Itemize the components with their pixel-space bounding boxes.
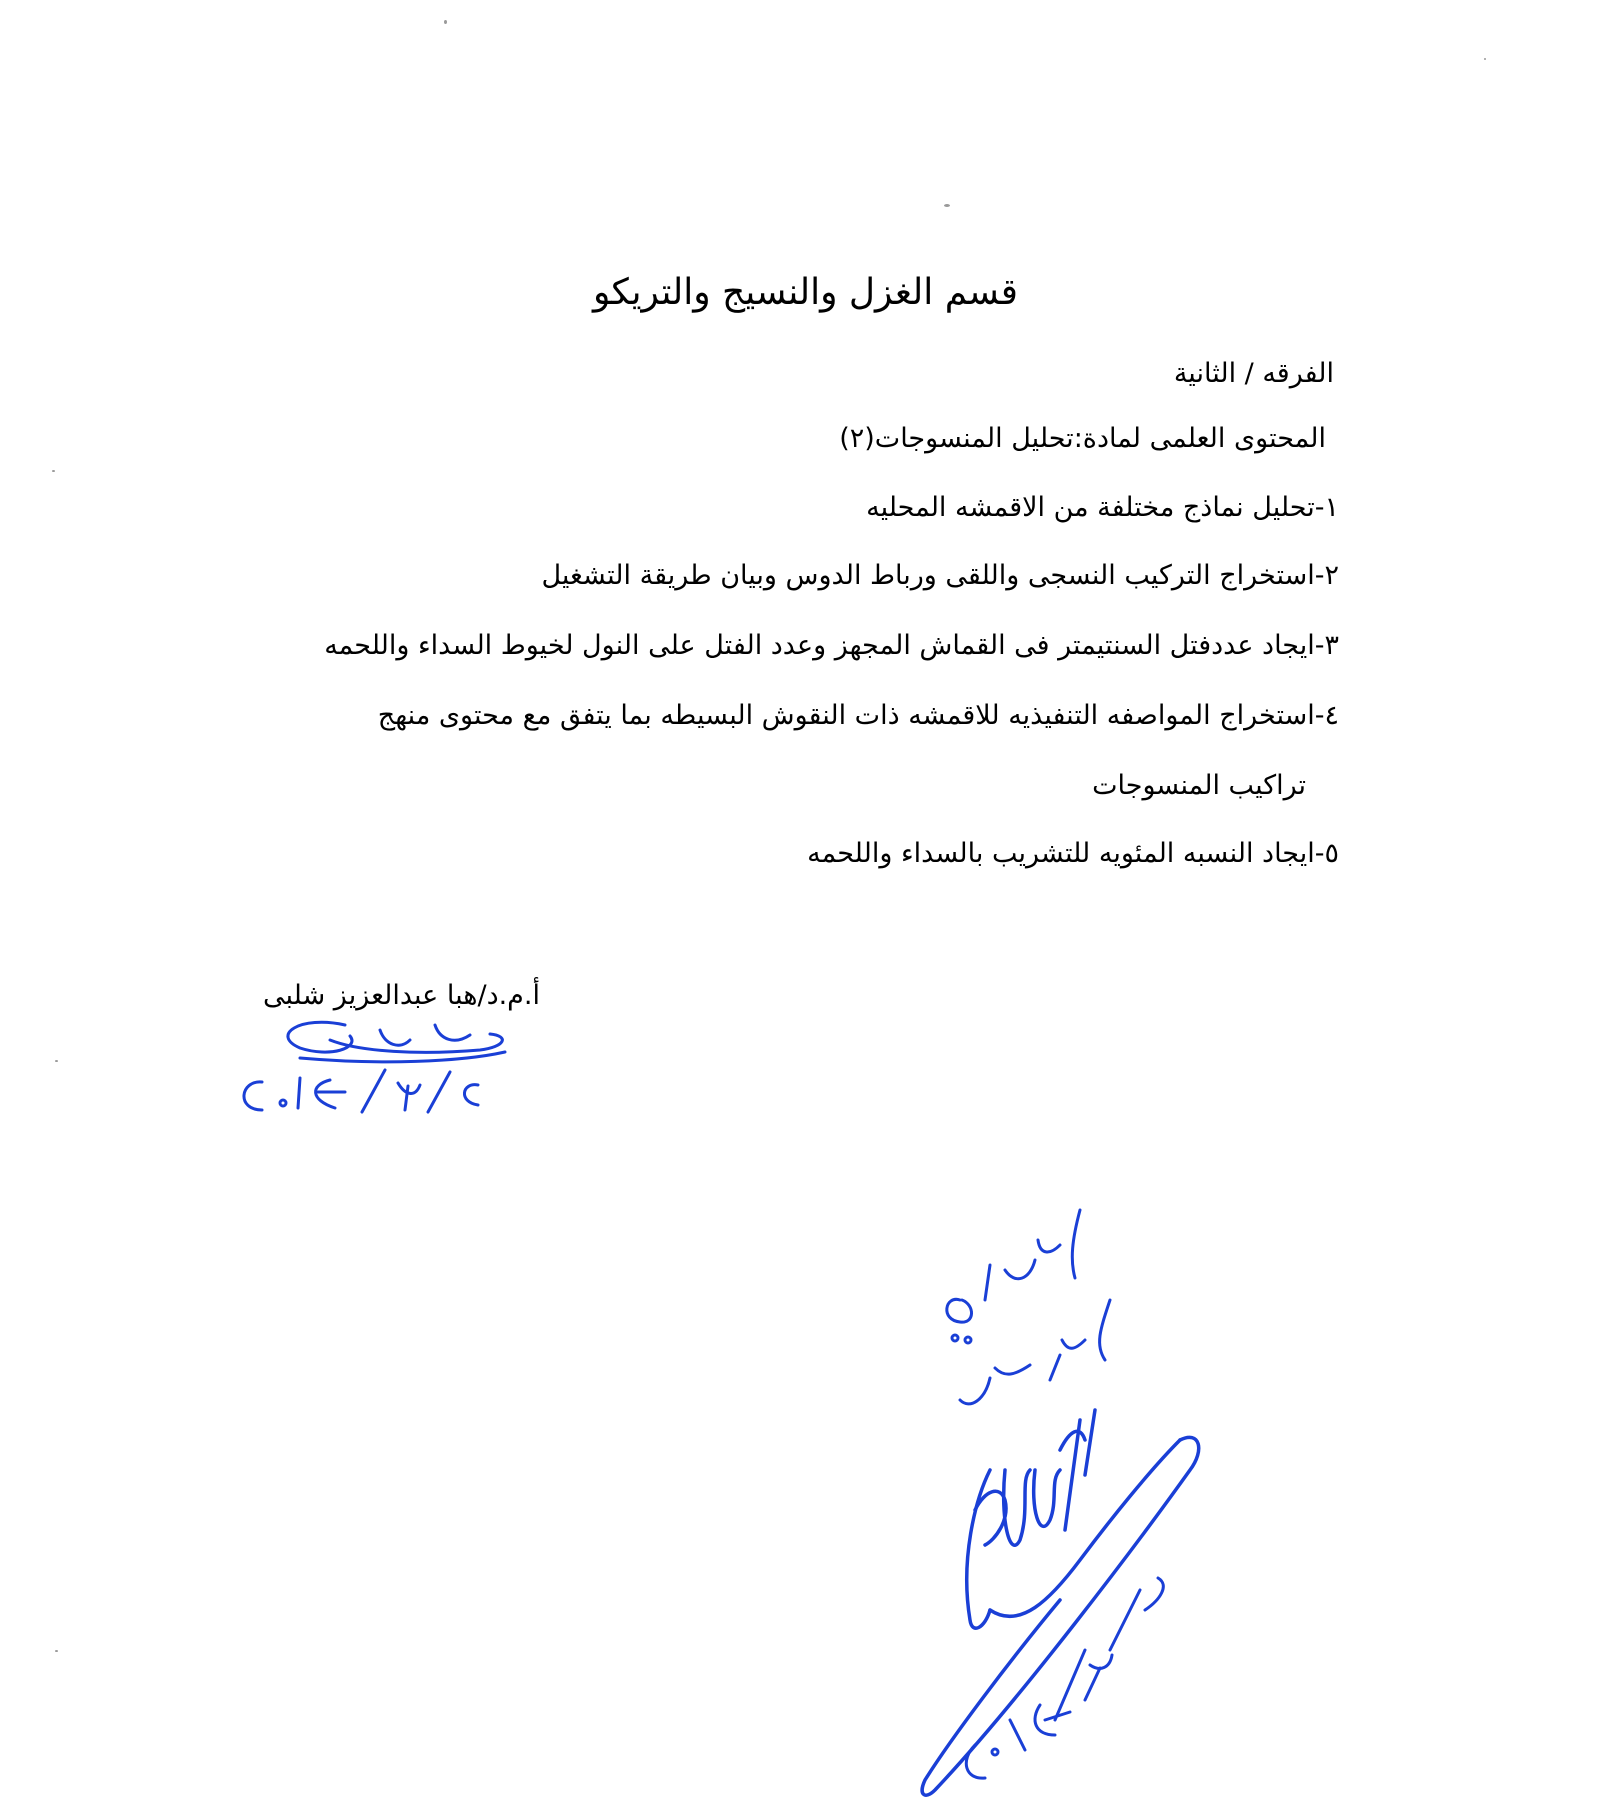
- handwritten-date-1: [244, 1070, 478, 1112]
- content-item-1: ١-تحليل نماذج مختلفة من الاقمشه المحليه: [866, 492, 1339, 523]
- handwritten-signature: [288, 1022, 505, 1062]
- page-title: قسم الغزل والنسيج والتريكو: [593, 272, 1018, 313]
- handwritten-approval-note: [947, 1210, 1110, 1404]
- content-item-4-continued: تراكيب المنسوجات: [1092, 770, 1306, 801]
- content-item-5: ٥-ايجاد النسبه المئويه للتشريب بالسداء واللحمه: [807, 838, 1339, 869]
- content-item-3: ٣-ايجاد عددفتل السنتيمتر فى القماش المجهز وعدد الفتل على النول لخيوط السداء واللحمه: [324, 630, 1339, 661]
- signatory-name: أ.م.د/هبا عبدالعزيز شلبى: [263, 980, 540, 1011]
- content-item-4: ٤-استخراج المواصفه التنفيذيه للاقمشه ذات النقوش البسيطه بما يتفق مع محتوى منهج: [377, 700, 1339, 731]
- handwritten-approval-signature: [922, 1410, 1199, 1795]
- grade-line: الفرقه / الثانية: [1173, 358, 1334, 389]
- subject-line: المحتوى العلمى لمادة:تحليل المنسوجات(٢): [839, 423, 1326, 454]
- content-item-2: ٢-استخراج التركيب النسجى واللقى ورباط الدوس وبيان طريقة التشغيل: [541, 560, 1339, 591]
